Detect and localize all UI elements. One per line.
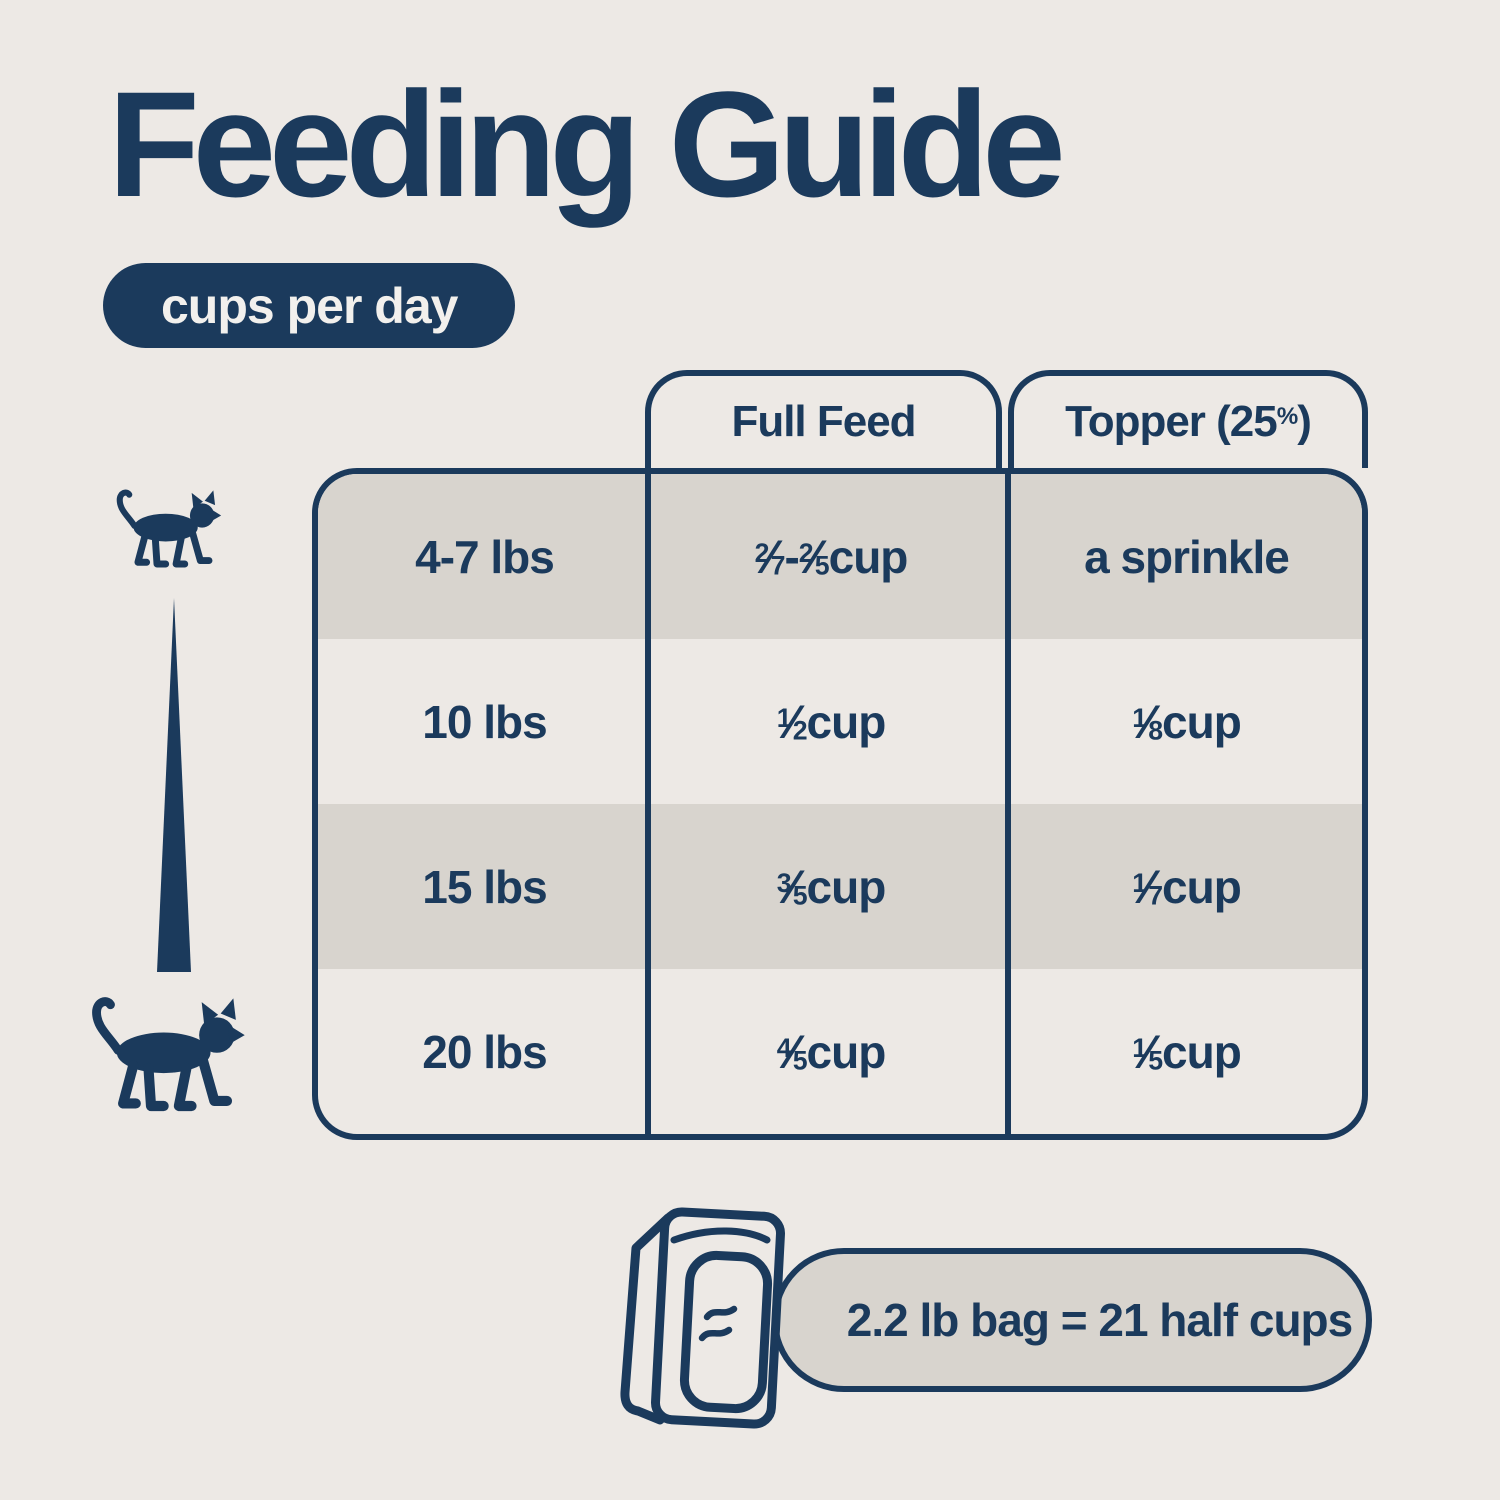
bag-yield-pill — [772, 1248, 1372, 1392]
full-feed-cell: $^2⁄_7$ - $^2⁄_5$ cup — [754, 530, 908, 583]
cat-small-icon — [105, 486, 235, 577]
table-row — [318, 969, 1362, 1134]
food-bag-icon — [610, 1196, 792, 1444]
full-feed-cell: $^3⁄_5$ cup — [776, 860, 886, 913]
topper-cell: $^1⁄_5$ cup — [1132, 1025, 1241, 1078]
weight-cell: 10 lbs — [422, 695, 547, 748]
table-row — [318, 639, 1362, 804]
table-row — [318, 474, 1362, 639]
weight-cell: 4-7 lbs — [415, 530, 554, 583]
topper-cell: a sprinkle — [1084, 530, 1289, 583]
topper-label: Topper (25%) — [1065, 397, 1311, 446]
feeding-table — [312, 468, 1368, 1140]
topper-cell: $^1⁄_7$ cup — [1132, 860, 1241, 913]
cups-per-day-badge — [103, 263, 515, 348]
full-feed-label: Full Feed — [731, 397, 916, 446]
weight-cell: 15 lbs — [422, 860, 547, 913]
column-header-full-feed — [645, 370, 1002, 468]
table-row — [318, 804, 1362, 969]
column-divider — [645, 474, 651, 1134]
size-increase-arrow-icon — [153, 596, 195, 974]
column-header-topper — [1008, 370, 1368, 468]
cat-large-icon — [75, 992, 265, 1125]
full-feed-cell: $^1⁄_2$ cup — [776, 695, 886, 748]
bag-yield-text: 2.2 lb bag = 21 half cups — [846, 1294, 1353, 1346]
column-divider — [1005, 474, 1011, 1134]
badge-label: cups per day — [161, 277, 458, 334]
page-title: Feeding Guide — [108, 60, 1059, 228]
full-feed-cell: $^4⁄_5$ cup — [776, 1025, 886, 1078]
weight-cell: 20 lbs — [422, 1025, 547, 1078]
topper-cell: $^1⁄_8$ cup — [1132, 695, 1241, 748]
